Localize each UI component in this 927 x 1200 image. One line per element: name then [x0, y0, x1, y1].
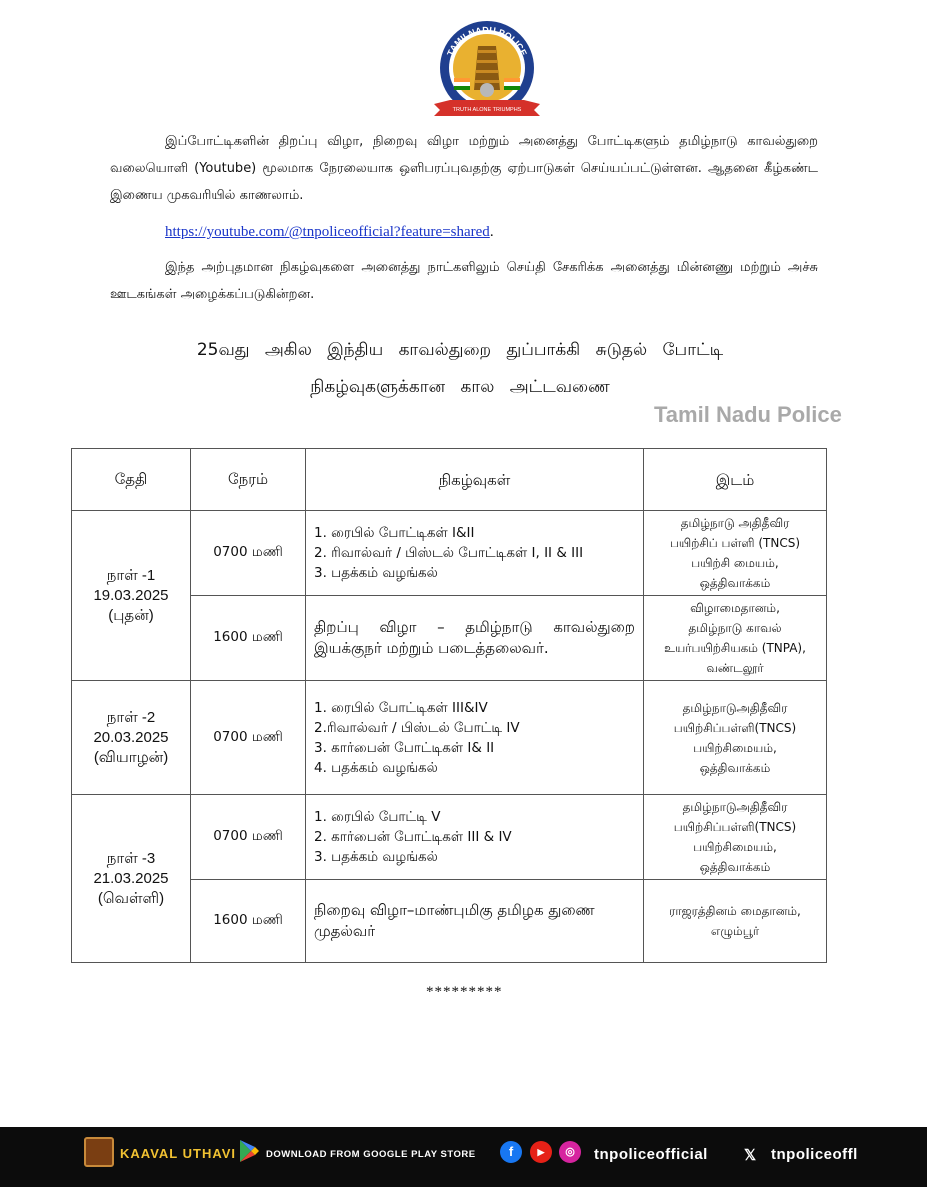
event-item: 1. ரைபில் போட்டி V: [314, 809, 441, 825]
venue-line: வண்டலூர்: [706, 661, 764, 675]
time-cell: 1600 மணி: [191, 596, 306, 681]
venue-cell: [644, 511, 827, 596]
header-time: நேரம்: [191, 449, 306, 511]
header-venue: இடம்: [644, 449, 827, 511]
intro-paragraph: [110, 128, 818, 209]
app-name[interactable]: KAAVAL UTHAVI: [120, 1146, 237, 1161]
event-item: 2. கார்பைன் போட்டிகள் III & IV: [314, 829, 512, 845]
event-item: 1. ரைபில் போட்டிகள் III&IV: [314, 699, 488, 716]
time-cell: 0700 மணி: [191, 681, 306, 795]
table-row: [72, 681, 827, 795]
venue-line: தமிழ்நாடு காவல்: [688, 621, 782, 635]
download-text[interactable]: DOWNLOAD FROM GOOGLE PLAY STORE: [266, 1149, 476, 1160]
day-date: 19.03.2025: [93, 586, 169, 604]
venue-line: பயிற்சிப்பள்ளி(TNCS): [673, 720, 797, 735]
header-date: தேதி: [72, 449, 191, 511]
venue-line: தமிழ்நாடுஅதிதீவிர: [682, 700, 788, 715]
watermark: Tamil Nadu Police: [654, 402, 842, 427]
venue-line: தமிழ்நாடு அதிதீவிர: [680, 516, 790, 530]
footer-bar: [0, 1127, 927, 1187]
day-date: 20.03.2025: [93, 728, 169, 746]
venue-cell: [644, 681, 827, 795]
venue-line: பயிற்சிப்பள்ளி(TNCS): [673, 820, 797, 834]
event-item: 3. பதக்கம் வழங்கல்: [314, 849, 438, 865]
tamilnadu-police-emblem: [430, 18, 544, 128]
emblem-graphic: [430, 18, 544, 128]
event-item: 1. ரைபில் போட்டிகள் I&II: [314, 525, 475, 541]
facebook-icon[interactable]: f: [500, 1141, 522, 1163]
day-label: நாள் -3: [106, 849, 156, 867]
venue-line: ஒத்திவாக்கம்: [699, 760, 771, 775]
venue-cell: [644, 596, 827, 681]
event-item: 3. கார்பைன் போட்டிகள் I& II: [314, 739, 495, 756]
intro-paragraph-text: இப்போட்டிகளின் திறப்பு விழா, நிறைவு விழா மற்றும் அனைத்து போட்டிகளும் தமிழ்நாடு காவல்துறை வலையொளி (Youtube) மூலமாக நேரலையாக ஒளிபரப்புவதற்கு ஏற்பாடுகள் செய்யப்பட்டுள்ளன. ஆதனை கீழ்கண்ட இணைய முகவரியில் காணலாம்.: [110, 134, 818, 203]
table-header-row: [72, 449, 827, 511]
emblem-text: TAMILNADU POLICE: [445, 24, 529, 58]
x-icon[interactable]: 𝕏: [744, 1147, 757, 1164]
venue-line: ஒத்திவாக்கம்: [699, 860, 771, 874]
day-cell: [72, 511, 191, 681]
day-weekday: (வெள்ளி): [97, 889, 165, 907]
venue-line: தமிழ்நாடுஅதிதீவிர: [682, 800, 788, 814]
time-cell: 1600 மணி: [191, 880, 306, 963]
google-play-icon[interactable]: [238, 1139, 260, 1167]
venue-line: பயிற்சிமையம்,: [693, 840, 777, 854]
kaaval-uthavi-logo-icon[interactable]: [84, 1137, 114, 1167]
link-suffix: .: [489, 224, 494, 240]
day-date: 21.03.2025: [93, 869, 169, 887]
end-mark: *********: [426, 984, 503, 1000]
venue-line: ராஜரத்தினம் மைதானம்,: [669, 904, 801, 918]
day-cell: [72, 795, 191, 963]
venue-line: பயிற்சி மையம்,: [691, 556, 779, 570]
instagram-icon[interactable]: ◎: [559, 1141, 581, 1163]
venue-line: பயிற்சிப் பள்ளி (TNCS): [669, 536, 801, 550]
day-cell: [72, 681, 191, 795]
events-cell: [306, 681, 644, 795]
youtube-link[interactable]: https://youtube.com/@tnpoliceofficial?feature=shared: [165, 224, 490, 240]
venue-cell: [644, 795, 827, 880]
emblem-motto: TRUTH ALONE TRIUMPHS: [452, 107, 522, 113]
time-cell: 0700 மணி: [191, 795, 306, 880]
day-weekday: (வியாழன்): [93, 748, 169, 766]
day-label: நாள் -2: [106, 708, 156, 726]
venue-cell: [644, 880, 827, 963]
event-item: 2. ரிவால்வர் / பிஸ்டல் போட்டிகள் I, II & III: [314, 545, 584, 561]
table-row: [72, 795, 827, 880]
events-cell: [306, 795, 644, 880]
venue-line: பயிற்சிமையம்,: [693, 740, 777, 755]
events-cell: [306, 511, 644, 596]
event-item: 3. பதக்கம் வழங்கல்: [314, 565, 438, 581]
schedule-table: [71, 448, 827, 963]
events-cell: திறப்பு விழா – தமிழ்நாடு காவல்துறை இயக்குநர் மற்றும் படைத்தலைவர்.: [306, 596, 644, 681]
schedule-title-line1: 25வது அகில இந்திய காவல்துறை துப்பாக்கி சுடுதல் போட்டி: [196, 340, 724, 360]
venue-line: விழாமைதானம்,: [690, 601, 780, 615]
table-row: [72, 511, 827, 596]
day-weekday: (புதன்): [108, 606, 154, 624]
event-item: 2.ரிவால்வர் / பிஸ்டல் போட்டி IV: [314, 719, 520, 736]
x-handle[interactable]: tnpoliceoffl: [771, 1146, 858, 1163]
social-handle[interactable]: tnpoliceofficial: [594, 1146, 708, 1163]
media-invite-paragraph: [110, 254, 818, 308]
venue-line: ஒத்திவாக்கம்: [699, 576, 771, 590]
youtube-link-line: [165, 224, 494, 241]
venue-line: எழும்பூர்: [710, 924, 760, 938]
day-label: நாள் -1: [106, 566, 156, 584]
events-cell: நிறைவு விழா–மாண்புமிகு தமிழக துணை முதல்வர்: [306, 880, 644, 963]
media-invite-text: இந்த அற்புதமான நிகழ்வுகளை அனைத்து நாட்களிலும் செய்தி சேகரிக்க அனைத்து மின்னணு மற்றும் அச்சு ஊடகங்கள் அழைக்கப்படுகின்றன.: [110, 260, 818, 302]
event-item: 4. பதக்கம் வழங்கல்: [314, 759, 438, 776]
youtube-icon[interactable]: ▶: [530, 1141, 552, 1163]
venue-line: உயர்பயிற்சியகம் (TNPA),: [664, 641, 806, 655]
header-events: நிகழ்வுகள்: [306, 449, 644, 511]
time-cell: 0700 மணி: [191, 511, 306, 596]
schedule-title-line2: நிகழ்வுகளுக்கான கால அட்டவணை: [310, 377, 610, 397]
